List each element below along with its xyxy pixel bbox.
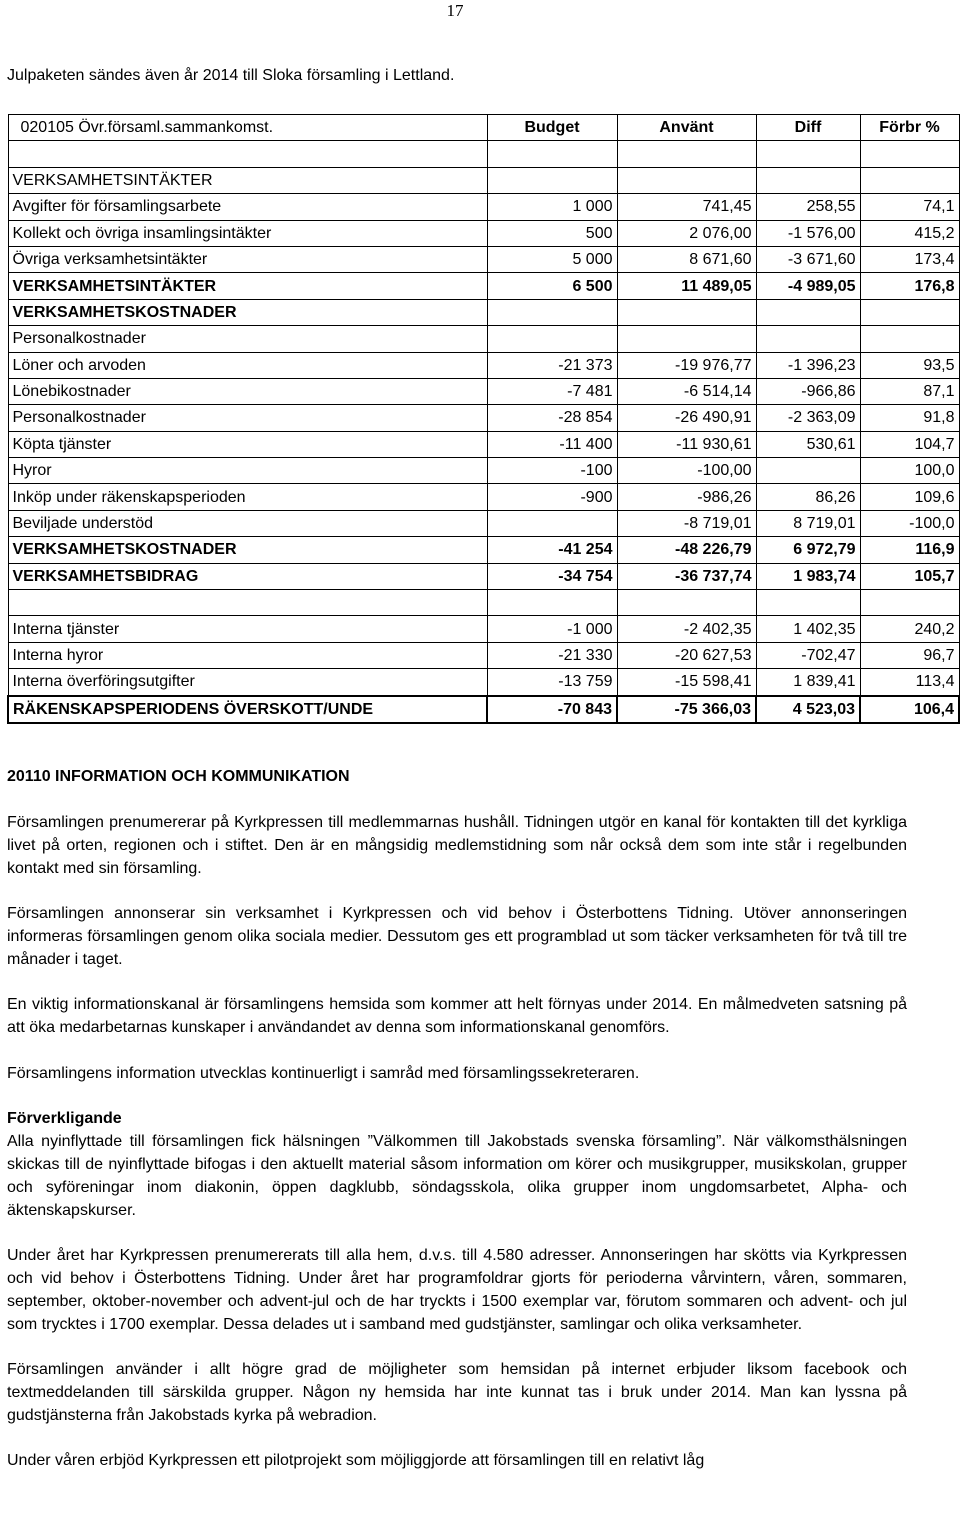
cell-used [617, 299, 756, 325]
header-pct: Förbr % [860, 115, 959, 141]
cell-label: Interna tjänster [8, 616, 487, 642]
total-row [8, 696, 959, 723]
cell-diff: 1 839,41 [756, 669, 860, 696]
table-row [8, 273, 959, 299]
cell-diff [756, 299, 860, 325]
cell-used [617, 167, 756, 193]
cell-label: VERKSAMHETSINTÄKTER [8, 273, 487, 299]
budget-table [7, 114, 960, 724]
cell-used: -11 930,61 [617, 431, 756, 457]
cell-used: -8 719,01 [617, 510, 756, 536]
table-row [8, 563, 959, 589]
cell-label: Lönebikostnader [8, 378, 487, 404]
cell-diff [756, 458, 860, 484]
cell-pct: 104,7 [860, 431, 959, 457]
cell-used: -986,26 [617, 484, 756, 510]
cell-budget: 5 000 [487, 246, 617, 272]
cell-used: -19 976,77 [617, 352, 756, 378]
cell-used [617, 141, 756, 167]
cell-budget: -34 754 [487, 563, 617, 589]
cell-pct: 173,4 [860, 246, 959, 272]
table-row [8, 220, 959, 246]
cell-budget: -13 759 [487, 669, 617, 696]
table-row [8, 669, 959, 696]
table-row [8, 141, 959, 167]
cell-pct: 415,2 [860, 220, 959, 246]
cell-used: -15 598,41 [617, 669, 756, 696]
cell-diff [756, 141, 860, 167]
cell-pct: 109,6 [860, 484, 959, 510]
cell-label: Löner och arvoden [8, 352, 487, 378]
cell-budget: -21 373 [487, 352, 617, 378]
cell-used [617, 326, 756, 352]
cell-diff: 1 402,35 [756, 616, 860, 642]
cell-pct: 113,4 [860, 669, 959, 696]
cell-used: 2 076,00 [617, 220, 756, 246]
cell-used: -20 627,53 [617, 642, 756, 668]
cell-used: -36 737,74 [617, 563, 756, 589]
table-row [8, 378, 959, 404]
header-budget: Budget [487, 115, 617, 141]
cell-budget [487, 141, 617, 167]
cell-budget: -1 000 [487, 616, 617, 642]
cell-label [8, 141, 487, 167]
cell-pct: 116,9 [860, 537, 959, 563]
table-row [8, 167, 959, 193]
cell-pct: 105,7 [860, 563, 959, 589]
section-subheading: Förverkligande [7, 1110, 122, 1128]
cell-pct: 100,0 [860, 458, 959, 484]
cell-used: -6 514,14 [617, 378, 756, 404]
cell-label: Kollekt och övriga insamlingsintäkter [8, 220, 487, 246]
body-paragraph: Under våren erbjöd Kyrkpressen ett pilotprojekt som möjliggjorde att församlingen till en relativt låg [7, 1452, 705, 1470]
cell-label: Övriga verksamhetsintäkter [8, 246, 487, 272]
cell-used: 11 489,05 [617, 273, 756, 299]
cell-budget: -7 481 [487, 378, 617, 404]
cell-label: Hyror [8, 458, 487, 484]
body-paragraph: Församlingen annonserar sin verksamhet i Kyrkpressen och vid behov i Österbottens Tidning. Utöver annonseringen informeras församlingen genom olika sociala medier. Dessutom ges ett programblad ut som täcker verksamheten för två till tre månader i taget. [7, 905, 907, 968]
cell-pct [860, 326, 959, 352]
header-used: Använt [617, 115, 756, 141]
cell-pct: 91,8 [860, 405, 959, 431]
total-cell-pct: 106,4 [860, 696, 959, 723]
header-account: 020105 Övr.församl.sammankomst. [8, 115, 487, 141]
cell-used: -2 402,35 [617, 616, 756, 642]
total-cell-diff: 4 523,03 [756, 696, 860, 723]
cell-pct: -100,0 [860, 510, 959, 536]
section-information [7, 766, 907, 1496]
cell-used [617, 590, 756, 616]
intro-text: Julpaketen sändes även år 2014 till Sloka församling i Lettland. [7, 67, 455, 84]
cell-pct: 74,1 [860, 194, 959, 220]
cell-pct [860, 590, 959, 616]
cell-pct [860, 167, 959, 193]
table-row [8, 510, 959, 536]
body-paragraph: Församlingen prenumererar på Kyrkpressen till medlemmarnas hushåll. Tidningen utgör en kanal för kontakten till det kyrkliga livet på orten, regionen och i stiftet. Den är en mångsidig medlemstidning som når också dem som inte står i regelbunden kontakt med sin församling. [7, 814, 907, 877]
total-cell-budget: -70 843 [487, 696, 617, 723]
paragraph-group-2 [7, 1131, 907, 1473]
cell-pct [860, 141, 959, 167]
cell-label: Personalkostnader [8, 405, 487, 431]
table-row [8, 326, 959, 352]
cell-diff: -3 671,60 [756, 246, 860, 272]
cell-diff [756, 590, 860, 616]
cell-used: -26 490,91 [617, 405, 756, 431]
table-row [8, 484, 959, 510]
cell-diff: -1 576,00 [756, 220, 860, 246]
cell-budget: 500 [487, 220, 617, 246]
cell-budget [487, 590, 617, 616]
table-row [8, 352, 959, 378]
cell-budget [487, 510, 617, 536]
budget-table-body [8, 115, 959, 723]
cell-diff: -4 989,05 [756, 273, 860, 299]
cell-budget: -28 854 [487, 405, 617, 431]
cell-diff: 258,55 [756, 194, 860, 220]
body-paragraph: Församlingens information utvecklas kontinuerligt i samråd med församlingssekreteraren. [7, 1064, 640, 1082]
page-number: 17 [446, 1, 464, 20]
cell-pct: 87,1 [860, 378, 959, 404]
cell-label: Beviljade understöd [8, 510, 487, 536]
cell-diff: -966,86 [756, 378, 860, 404]
cell-pct: 176,8 [860, 273, 959, 299]
cell-budget [487, 167, 617, 193]
table-row [8, 246, 959, 272]
body-paragraph: Alla nyinflyttade till församlingen fick hälsningen ”Välkommen till Jakobstads svenska församling”. När välkomsthälsningen skickas till de nyinflyttade bifogas i den aktuellt material såsom information om körer och musikgrupper, musikskolan, grupper och syföreningar inom diakonin, öppen dagklubb, söndagsskola, olika grupper inom ungdomsarbetet, Alpha- och äktenskapskurser. [7, 1133, 907, 1219]
cell-label: VERKSAMHETSKOSTNADER [8, 537, 487, 563]
paragraph-group [7, 812, 907, 1086]
cell-label: VERKSAMHETSINTÄKTER [8, 167, 487, 193]
table-row [8, 537, 959, 563]
cell-diff: 530,61 [756, 431, 860, 457]
cell-label: Köpta tjänster [8, 431, 487, 457]
cell-label [8, 590, 487, 616]
body-paragraph: Under året har Kyrkpressen prenumererats till alla hem, d.v.s. till 4.580 adresser. Annonseringen har skötts via Kyrkpressen och vid behov i Österbottens Tidning. Under året har programfoldrar gjorts för perioderna vårvintern, våren, sommaren, september, oktober-november och advent-jul och de har tryckts i 1500 exemplar var, förutom sommaren och advent- och jul som trycktes i 1700 exemplar. Dessa delades ut i samband med gudstjänster, samlingar och olika verksamheter. [7, 1247, 907, 1333]
table-row [8, 590, 959, 616]
body-paragraph: En viktig informationskanal är församlingens hemsida som kommer att helt förnyas under 2014. En målmedveten satsning på att öka medarbetarnas kunskaper i användandet av denna som informationskanal genomförs. [7, 996, 907, 1037]
cell-used: 8 671,60 [617, 246, 756, 272]
cell-used: 741,45 [617, 194, 756, 220]
cell-used: -48 226,79 [617, 537, 756, 563]
header-diff: Diff [756, 115, 860, 141]
cell-diff: -2 363,09 [756, 405, 860, 431]
total-cell-label: RÄKENSKAPSPERIODENS ÖVERSKOTT/UNDE [8, 696, 487, 723]
cell-diff [756, 167, 860, 193]
table-row [8, 194, 959, 220]
cell-diff: 86,26 [756, 484, 860, 510]
cell-budget: 6 500 [487, 273, 617, 299]
cell-budget: -11 400 [487, 431, 617, 457]
section-heading: 20110 INFORMATION OCH KOMMUNIKATION [7, 768, 350, 785]
cell-diff: 1 983,74 [756, 563, 860, 589]
cell-pct: 93,5 [860, 352, 959, 378]
table-row [8, 616, 959, 642]
budget-header-row [8, 115, 959, 141]
total-cell-used: -75 366,03 [617, 696, 756, 723]
cell-used: -100,00 [617, 458, 756, 484]
cell-diff: -702,47 [756, 642, 860, 668]
cell-budget: -41 254 [487, 537, 617, 563]
body-paragraph: Församlingen använder i allt högre grad de möjligheter som hemsidan på internet erbjuder liksom facebook och textmeddelanden till särskilda grupper. Någon ny hemsida har inte kunnat tas i bruk under 2014. Man kan lyssna på gudstjänsterna från Jakobstads kyrka på webradion. [7, 1361, 907, 1424]
cell-label: Personalkostnader [8, 326, 487, 352]
table-row [8, 299, 959, 325]
table-row [8, 405, 959, 431]
table-row [8, 431, 959, 457]
cell-budget: -21 330 [487, 642, 617, 668]
cell-label: VERKSAMHETSKOSTNADER [8, 299, 487, 325]
table-row [8, 642, 959, 668]
cell-diff [756, 326, 860, 352]
cell-label: Interna överföringsutgifter [8, 669, 487, 696]
cell-pct: 240,2 [860, 616, 959, 642]
cell-budget [487, 326, 617, 352]
cell-pct: 96,7 [860, 642, 959, 668]
cell-label: Interna hyror [8, 642, 487, 668]
cell-label: Avgifter för församlingsarbete [8, 194, 487, 220]
cell-pct [860, 299, 959, 325]
cell-label: VERKSAMHETSBIDRAG [8, 563, 487, 589]
cell-budget: 1 000 [487, 194, 617, 220]
cell-label: Inköp under räkenskapsperioden [8, 484, 487, 510]
cell-diff: 6 972,79 [756, 537, 860, 563]
cell-budget: -100 [487, 458, 617, 484]
cell-budget [487, 299, 617, 325]
cell-diff: -1 396,23 [756, 352, 860, 378]
cell-diff: 8 719,01 [756, 510, 860, 536]
cell-budget: -900 [487, 484, 617, 510]
table-row [8, 458, 959, 484]
